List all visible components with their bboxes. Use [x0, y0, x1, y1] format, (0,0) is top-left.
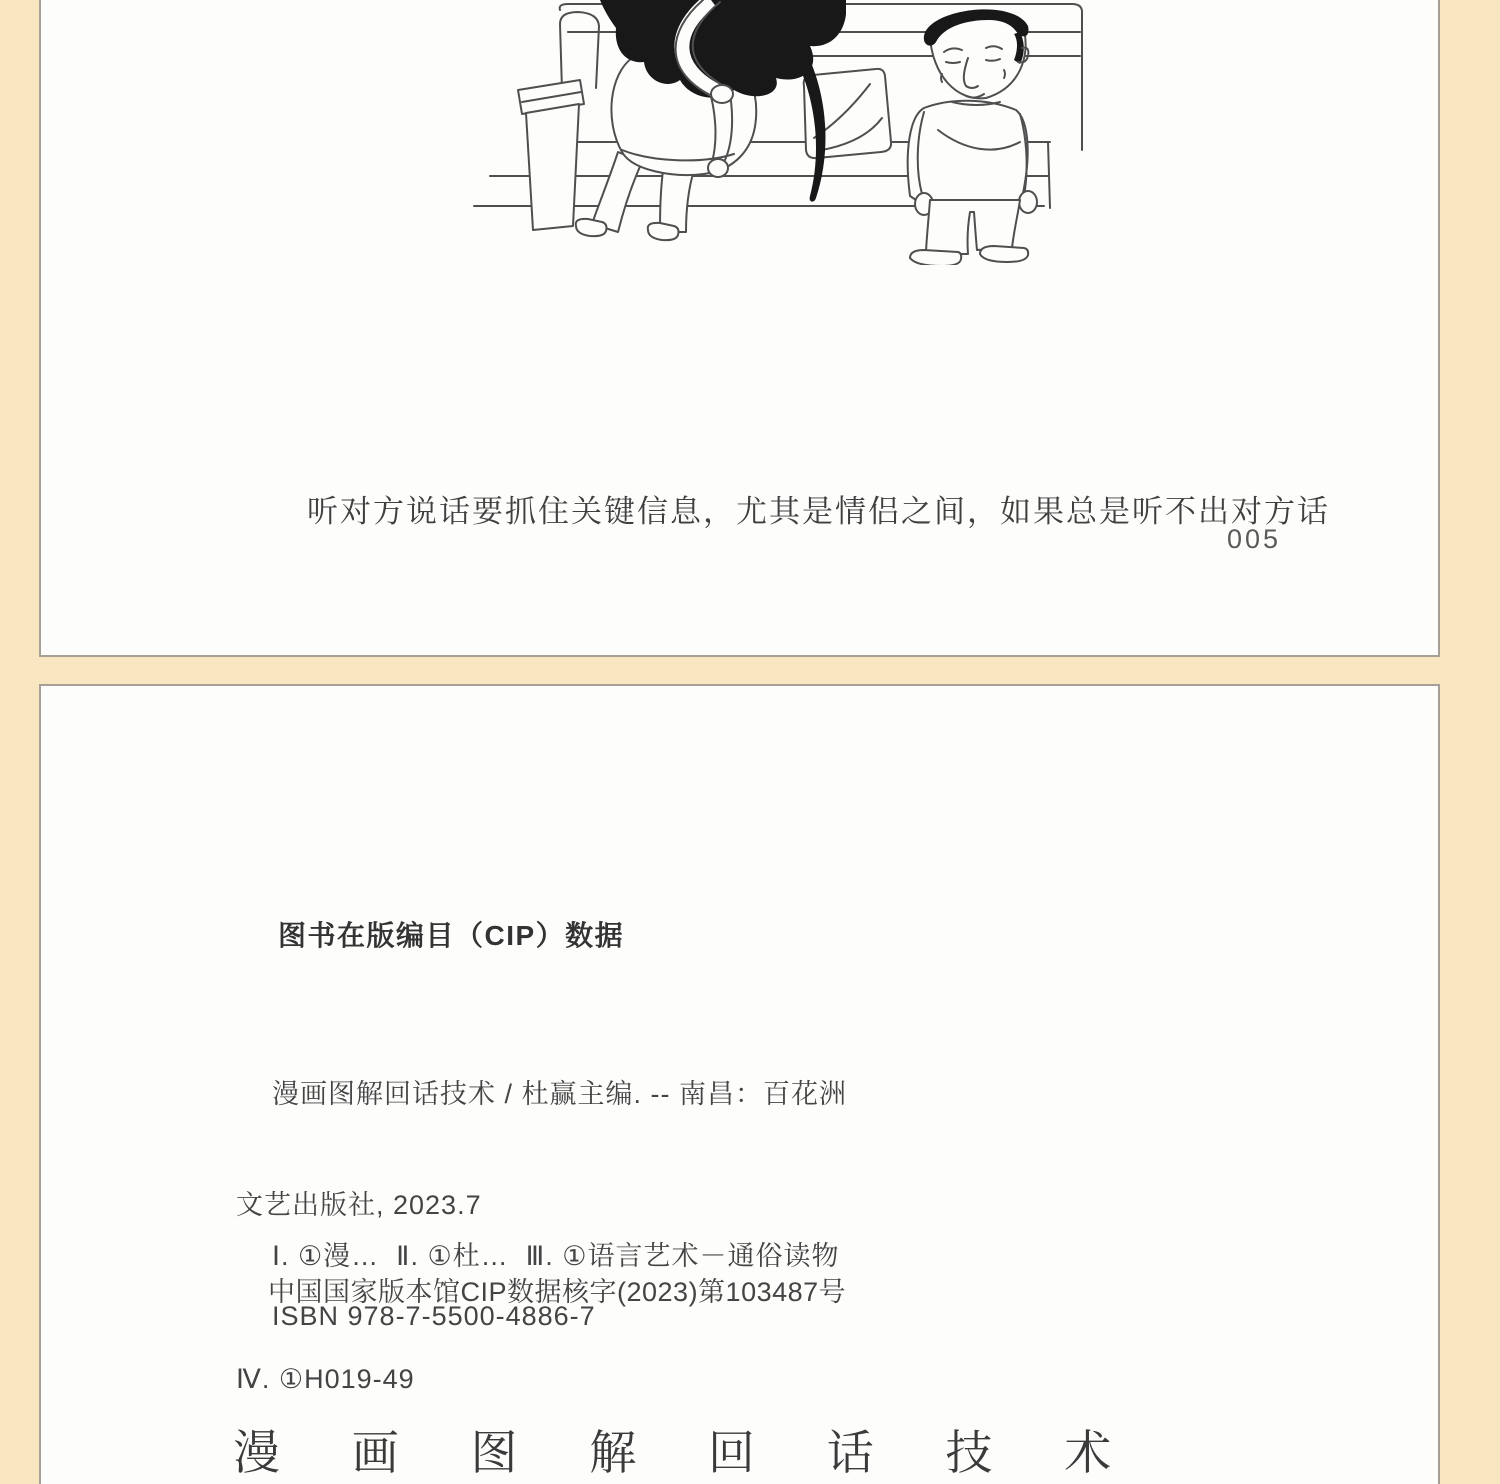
cip-heading: 图书在版编目（CIP）数据	[278, 920, 625, 951]
cip-info-line-1: 漫画图解回话技术 / 杜赢主编. -- 南昌：百花洲	[272, 1079, 847, 1109]
cip-class-line-2: Ⅳ. ①H019-49	[236, 1364, 415, 1394]
cip-record-number: 中国国家版本馆CIP数据核字(2023)第103487号	[268, 1277, 847, 1307]
line-art-scene	[472, 0, 1092, 265]
man-figure	[908, 9, 1037, 265]
cartoon-illustration	[472, 0, 1092, 265]
cip-class-line-1: Ⅰ. ①漫… Ⅱ. ①杜… Ⅲ. ①语言艺术－通俗读物	[272, 1241, 840, 1271]
page-number: 005	[1227, 524, 1282, 554]
cip-info-line-2: 文艺出版社, 2023.7	[236, 1190, 482, 1220]
paragraph-line-1: 听对方说话要抓住关键信息，尤其是情侣之间，如果总是听不出对方话	[307, 494, 1330, 529]
book-page-scan-bottom	[39, 684, 1440, 1484]
book-title: 漫 画 图 解 回 话 技 术	[233, 1428, 1142, 1480]
trash-can	[518, 80, 584, 230]
cip-info-line-3: ISBN 978-7-5500-4886-7	[272, 1301, 596, 1331]
book-page-scan-top	[39, 0, 1440, 657]
